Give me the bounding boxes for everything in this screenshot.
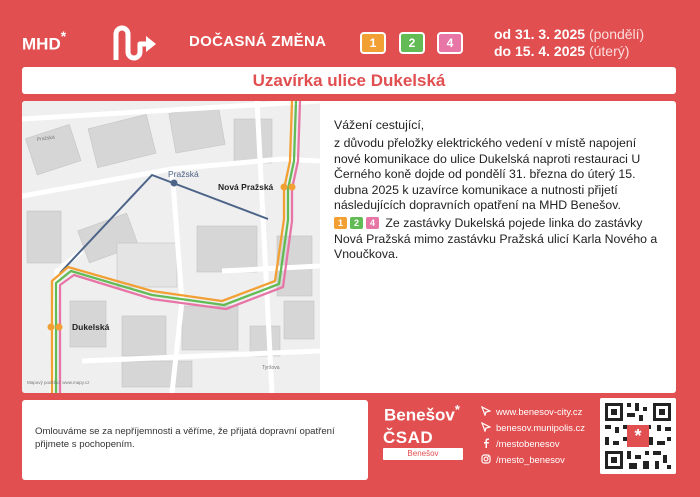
notice-text	[334, 118, 664, 266]
operator-sub: Benešov	[383, 448, 463, 460]
detour-map	[22, 101, 320, 393]
date-to: do 15. 4. 2025 (úterý)	[494, 43, 630, 59]
street-label: Pražská	[36, 134, 56, 143]
notice-paragraph: z důvodu přeložky elektrického vedení v místě napojení nové komunikace do ulice Dukelská naproti restauraci U Černého koně dojde od pondělí 31. března do úterý 15. dubna 2025 k uzavírce komunikace a nutnosti přijetí následujících dopravních opatření na MHD Benešov.	[334, 136, 641, 213]
content-card	[22, 101, 676, 393]
date-from: od 31. 3. 2025 (pondělí)	[494, 26, 645, 42]
detour-arrow-icon	[110, 22, 160, 66]
qr-code-icon	[600, 398, 676, 474]
line-badge-1: 1	[360, 32, 386, 54]
greeting: Vážení cestující,	[334, 118, 425, 132]
page-title: Uzavírka ulice Dukelská	[22, 67, 676, 94]
notice-type: DOČASNÁ ZMĚNA	[189, 33, 327, 50]
change-description: 1 2 4 Ze zastávky Dukelská pojede linka do zastávky Nová Pražská mimo zastávku Pražská ulicí Karla Nového a Vnoučkova.	[334, 216, 658, 262]
svg-text:*: *	[634, 426, 642, 446]
operator-logo: ČSAD	[383, 428, 434, 447]
line-badge-2: 2	[399, 32, 425, 54]
stop-label: Dukelská	[72, 322, 110, 332]
city-brand: Benešov*	[384, 402, 460, 425]
instagram-icon	[481, 454, 491, 464]
pointer-icon	[481, 422, 491, 432]
street-label: Tyršova	[262, 365, 280, 371]
stop-label: Nová Pražská	[218, 182, 274, 192]
apology-card	[22, 400, 368, 480]
apology-text: Omlouváme se za nepříjemnosti a věříme, že přijatá dopravní opatření přijmete s pochopením.	[35, 426, 335, 450]
facebook-icon	[481, 438, 491, 448]
line-badge-4: 4	[437, 32, 463, 54]
map-credit: Mapový podklad: www.mapy.cz	[27, 380, 90, 385]
line-badge-1: 1	[334, 217, 347, 229]
line-badge-2: 2	[350, 217, 363, 229]
mhd-label: MHD*	[22, 28, 67, 54]
line-badge-4: 4	[366, 217, 379, 229]
pointer-icon	[481, 406, 491, 416]
stop-label: Pražská	[168, 169, 199, 179]
